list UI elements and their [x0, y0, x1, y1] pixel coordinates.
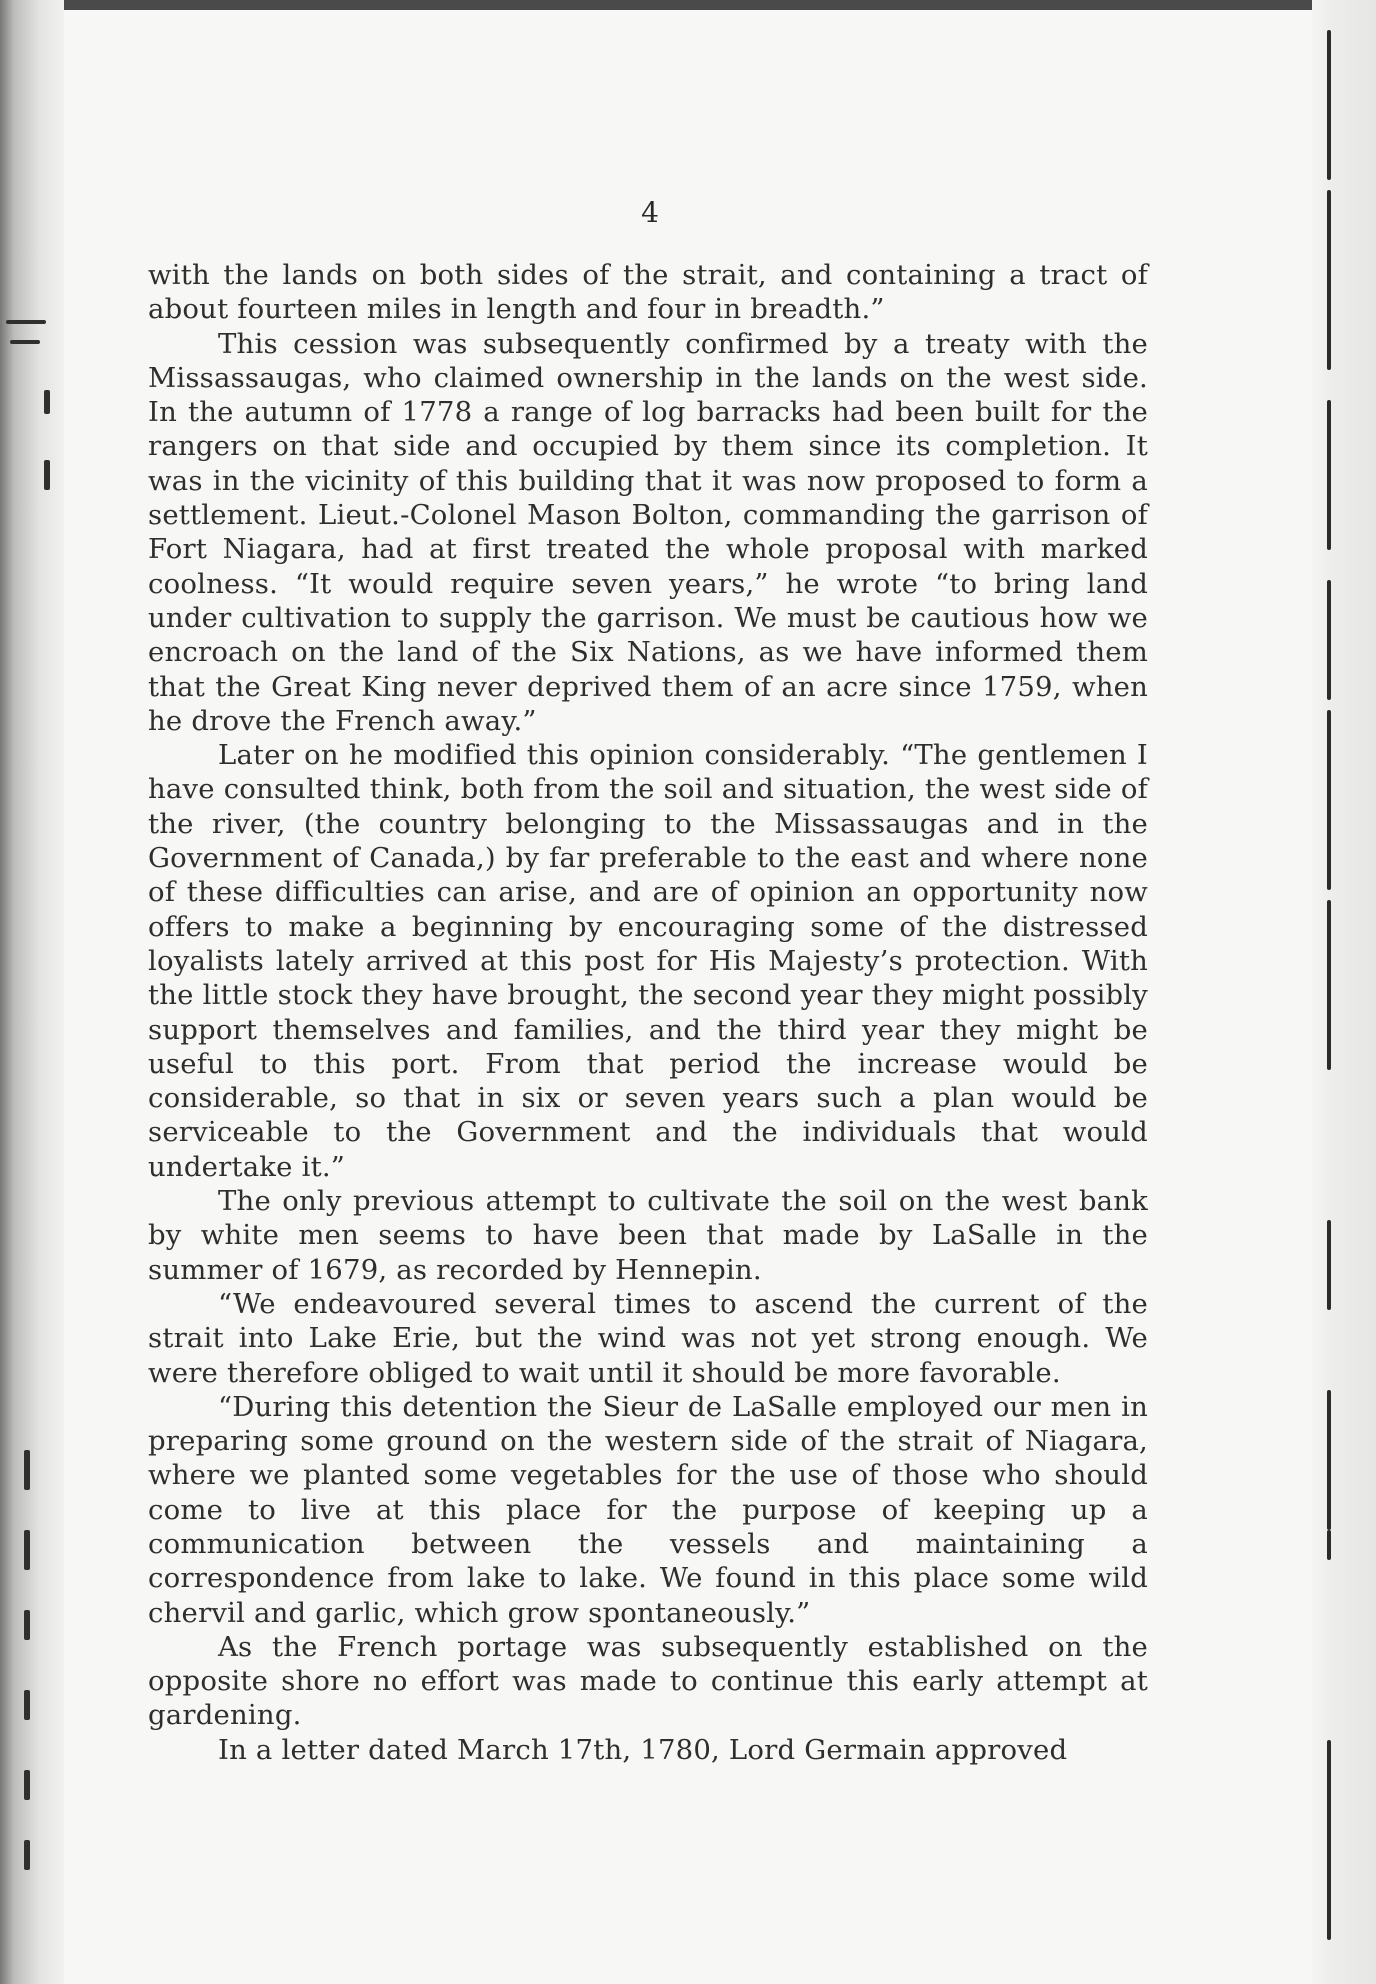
binding-stitch	[1327, 1220, 1331, 1310]
paragraph: “During this detention the Sieur de LaSalle employed our men in preparing some ground on the western side of the strait of Niagara, where we planted some vegetables for the use of those who should come to live at this place for the purpose of keeping up a communication between the vessels and maintaining a correspondence from lake to lake. We found in this place some wild chervil and garlic, which grow spontaneously.”	[148, 1390, 1148, 1629]
paragraph: with the lands on both sides of the strait, and containing a tract of about fourteen miles in length and four in breadth.”	[148, 259, 1148, 326]
margin-mark	[10, 340, 40, 344]
paragraph: As the French portage was subsequently established on the opposite shore no effort was made to continue this early attempt at gardening.	[148, 1630, 1148, 1732]
binding-stitch	[1327, 580, 1331, 700]
margin-mark	[6, 320, 46, 324]
margin-mark	[24, 1610, 30, 1640]
margin-mark	[24, 1530, 30, 1570]
paragraph: In a letter dated March 17th, 1780, Lord Germain approved	[218, 1733, 1068, 1766]
margin-mark	[24, 1450, 30, 1490]
book-right-edge	[1312, 0, 1376, 1984]
binding-stitch	[1327, 1740, 1331, 1940]
binding-stitch	[1327, 30, 1331, 180]
binding-stitch	[1327, 400, 1331, 550]
binding-stitch	[1327, 1530, 1331, 1560]
paragraph: The only previous attempt to cultivate the soil on the west bank by white men seems to have been that made by LaSalle in the summer of 1679, as recorded by Hennepin.	[148, 1185, 1148, 1286]
margin-mark	[44, 460, 50, 490]
paragraph: This cession was subsequently confirmed by a treaty with the Missassaugas, who claimed ownership in the lands on the west side. In the autumn of 1778 a range of log barracks had been built for the rangers on that side and occupied by them since its completion. It was in the vicinity of this building that it was now proposed to form a settlement. Lieut.-Colonel Mason Bolton, commanding the garrison of Fort Niagara, had at first treated the whole proposal with marked coolness. “It would require seven years,” he wrote “to bring land under cultivation to supply the garrison. We must be cautious how we encroach on the land of the Six Nations, as we have informed them that the Great King never deprived them of an acre since 1759, when he drove the French away.”	[148, 327, 1148, 737]
margin-mark	[44, 390, 50, 414]
paragraph: “We endeavoured several times to ascend the current of the strait into Lake Erie, but the wind was not yet strong enough. We were therefore obliged to wait until it should be more favorable.	[148, 1287, 1148, 1389]
body-text	[148, 258, 1148, 1767]
margin-mark	[24, 1840, 30, 1870]
binding-stitch	[1327, 1390, 1331, 1530]
page-number: 4	[641, 196, 659, 229]
binding-stitch	[1327, 190, 1331, 370]
binding-stitch	[1327, 710, 1331, 890]
margin-mark	[24, 1690, 30, 1720]
margin-mark	[24, 1770, 30, 1800]
book-left-edge	[0, 0, 64, 1984]
paragraph: Later on he modified this opinion considerably. “The gentlemen I have consulted think, both from the soil and situation, the west side of the river, (the country belonging to the Missassaugas and in the Government of Canada,) by far preferable to the east and where none of these difficulties can arise, and are of opinion an opportunity now offers to make a beginning by encouraging some of the distressed loyalists lately arrived at this post for His Majesty’s protection. With the little stock they have brought, the second year they might possibly support themselves and families, and the third year they might be useful to this port. From that period the increase would be considerable, so that in six or seven years such a plan would be serviceable to the Government and the individuals that would undertake it.”	[148, 739, 1148, 1183]
scan-top-border	[0, 0, 1376, 10]
binding-stitch	[1327, 900, 1331, 1070]
